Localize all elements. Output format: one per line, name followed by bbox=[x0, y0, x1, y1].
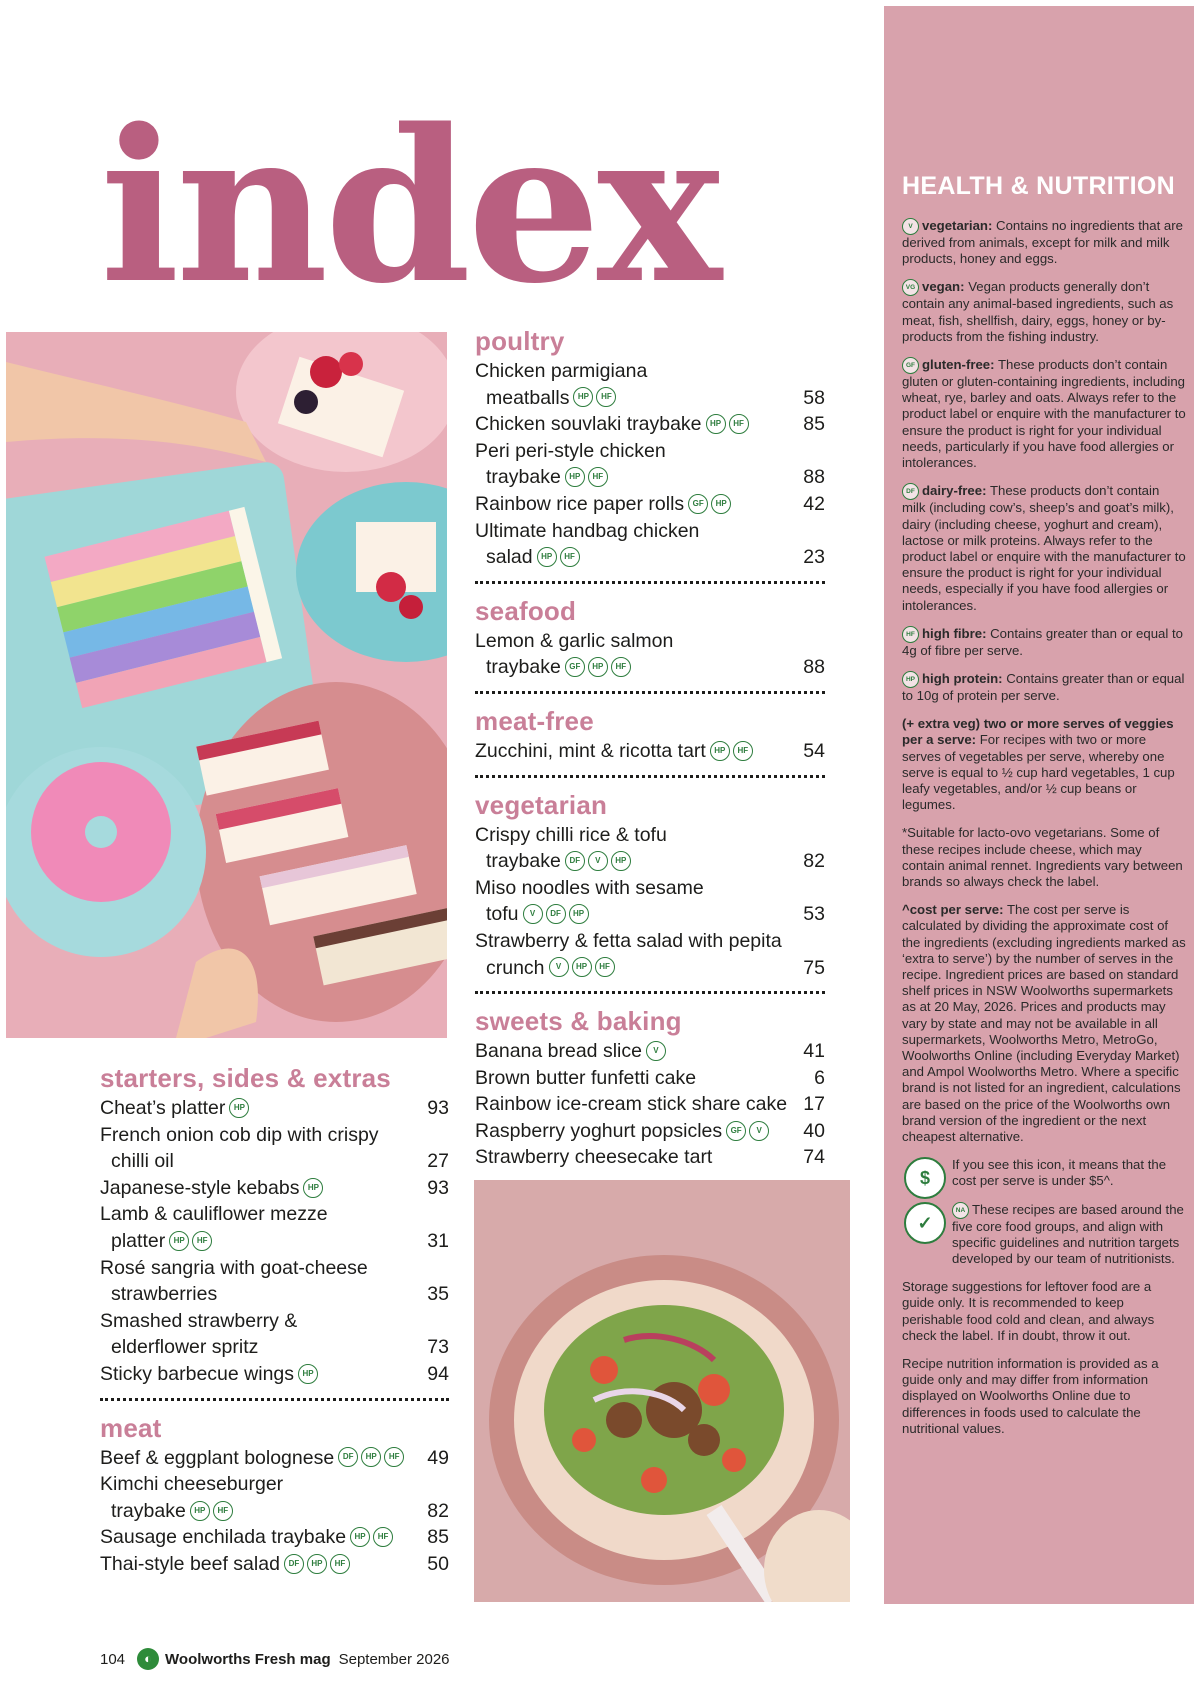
high-protein-icon: HP bbox=[573, 387, 593, 407]
index-entry bbox=[100, 1255, 449, 1308]
index-entry bbox=[475, 628, 825, 681]
page-number: 40 bbox=[803, 1119, 825, 1142]
page-number: 85 bbox=[803, 413, 825, 436]
page-title: index bbox=[100, 83, 719, 330]
high-fibre-icon: HF bbox=[213, 1501, 233, 1521]
entry-name: Miso noodles with sesame bbox=[475, 876, 704, 899]
entry-name: Strawberry & fetta salad with pepita bbox=[475, 929, 782, 952]
section-heading: vegetarian bbox=[475, 789, 608, 820]
definition-term: high fibre: bbox=[922, 625, 987, 641]
definition-term: gluten-free: bbox=[922, 357, 995, 373]
footer-brand: Woolworths Fresh mag bbox=[165, 1650, 331, 1668]
definition-term: (+ extra veg) two or more serves of veggies per a serve: bbox=[902, 716, 1174, 748]
vegetarian-icon: V bbox=[588, 851, 608, 871]
cost-badge-row bbox=[902, 1157, 1186, 1189]
high-fibre-icon: HF bbox=[596, 387, 616, 407]
definition-gluten-free bbox=[902, 357, 1186, 471]
index-entry bbox=[100, 1524, 449, 1551]
entry-name: Chicken parmigiana bbox=[475, 360, 648, 382]
high-protein-icon: HP bbox=[611, 851, 631, 871]
gluten-free-icon: GF bbox=[688, 494, 708, 514]
definition-vegetarian bbox=[902, 218, 1186, 267]
section-heading: meat bbox=[100, 1412, 162, 1443]
index-entry bbox=[475, 491, 825, 518]
page-number: 82 bbox=[427, 1499, 449, 1522]
lacto-ovo-note bbox=[902, 825, 1186, 890]
page-number: 31 bbox=[427, 1229, 449, 1252]
high-fibre-icon: HF bbox=[384, 1447, 404, 1467]
nutrition-info-note: Recipe nutrition information is provided as a guide only and may differ from information displayed on Woolworths Online due to differences in foods used to calculate the nutritional values. bbox=[902, 1356, 1159, 1436]
dotted-divider bbox=[475, 691, 825, 694]
entry-name: Banana bread slice bbox=[475, 1040, 642, 1063]
definition-text: These products don’t contain milk (including cow’s, sheep’s and goat’s milk), dairy (including cheese, yoghurt and cream), lactose or milk proteins. Always refer to the product label or enquire with the manufacturer to ensure the product is right for your individual needs, especially if you have food allergies or intolerances. bbox=[902, 483, 1186, 613]
high-fibre-icon: HF bbox=[729, 414, 749, 434]
definition-text: Contains greater than or equal to 4g of fibre per serve. bbox=[902, 625, 1183, 658]
high-fibre-icon: HF bbox=[560, 547, 580, 567]
entry-name: Zucchini, mint & ricotta tart bbox=[475, 739, 706, 762]
index-entry bbox=[100, 1445, 449, 1472]
dairy-free-icon: DF bbox=[284, 1554, 304, 1574]
gluten-free-icon: GF bbox=[726, 1121, 746, 1141]
high-protein-icon: HP bbox=[902, 671, 919, 688]
nutritionist-approved-icon: NA bbox=[952, 1202, 969, 1219]
high-protein-icon: HP bbox=[588, 657, 608, 677]
definition-term: vegetarian: bbox=[922, 218, 993, 233]
footer-issue: September 2026 bbox=[338, 1650, 450, 1668]
entry-name-continued: tofu bbox=[486, 903, 519, 926]
index-entry bbox=[475, 411, 825, 438]
definition-dairy-free bbox=[902, 483, 1186, 613]
entry-name: Chicken souvlaki traybake bbox=[475, 413, 702, 436]
gluten-free-icon: GF bbox=[902, 357, 919, 374]
index-entry bbox=[100, 1471, 449, 1524]
page-number: 58 bbox=[803, 386, 825, 409]
index-entry bbox=[475, 822, 825, 875]
high-protein-icon: HP bbox=[361, 1447, 381, 1467]
entry-name: Brown butter funfetti cake bbox=[475, 1066, 697, 1089]
index-entry bbox=[100, 1122, 449, 1175]
vegetarian-icon: V bbox=[523, 904, 543, 924]
entry-name: Lamb & cauliflower mezze bbox=[100, 1203, 328, 1226]
entry-name: Smashed strawberry & bbox=[100, 1309, 298, 1332]
page-number: 93 bbox=[427, 1176, 449, 1199]
health-nutrition-sidebar bbox=[884, 6, 1194, 1604]
beef-salad-photo bbox=[474, 1180, 850, 1602]
page-number: 6 bbox=[814, 1066, 825, 1089]
page-number: 35 bbox=[427, 1283, 449, 1306]
vegetarian-icon: V bbox=[549, 957, 569, 977]
dairy-free-icon: DF bbox=[902, 483, 919, 500]
definition-extra-veg bbox=[902, 716, 1186, 813]
index-entry bbox=[100, 1361, 449, 1388]
page-number: 93 bbox=[427, 1097, 449, 1119]
high-protein-icon: HP bbox=[307, 1554, 327, 1574]
dollar-badge-icon: $ bbox=[904, 1157, 946, 1199]
index-entry bbox=[475, 438, 825, 491]
high-fibre-icon: HF bbox=[902, 626, 919, 643]
high-protein-icon: HP bbox=[190, 1501, 210, 1521]
index-entry bbox=[475, 1091, 825, 1118]
index-entry bbox=[475, 928, 825, 981]
definition-cost-per-serve bbox=[902, 902, 1186, 1145]
page-number: 74 bbox=[803, 1146, 825, 1169]
entry-name-continued: traybake bbox=[111, 1499, 186, 1522]
entry-name-continued: salad bbox=[486, 546, 533, 569]
index-entry bbox=[100, 1308, 449, 1361]
entry-name-continued: meatballs bbox=[486, 386, 570, 409]
entry-name-continued: platter bbox=[111, 1229, 166, 1252]
page-number: 54 bbox=[803, 739, 825, 762]
index-entry bbox=[475, 1144, 825, 1171]
page-number: 88 bbox=[803, 656, 825, 679]
entry-name: Lemon & garlic salmon bbox=[475, 629, 674, 652]
entry-name: Crispy chilli rice & tofu bbox=[475, 823, 667, 846]
vegan-icon: VG bbox=[902, 279, 919, 296]
definition-text: The cost per serve is calculated by dividing the approximate cost of the ingredients (excluding ingredients marked as ‘extra to serve’) by the number of serves in the recipe. Ingredient prices are based on standard shelf prices in NSW Woolworths supermarkets as at 20 May, 2026. Prices and products may vary by state and may not be available in all supermarkets, Woolworths Metro, MetroGo, Woolworths Online (including Everyday Market) and Ampol Woolworths Metro. Where a specific brand is not listed for an ingredient, calculations are based on the price of the Woolworths own brand version of the ingredient or the next cheapest alternative. bbox=[902, 902, 1186, 1145]
index-entry bbox=[100, 1201, 449, 1254]
dotted-divider bbox=[475, 581, 825, 584]
entry-name: Strawberry cheesecake tart bbox=[475, 1146, 713, 1169]
high-fibre-icon: HF bbox=[330, 1554, 350, 1574]
high-protein-icon: HP bbox=[298, 1364, 318, 1384]
high-protein-icon: HP bbox=[569, 904, 589, 924]
definition-text: *Suitable for lacto-ovo vegetarians. Some of these recipes include cheese, which may contain animal rennet. Ingredients vary between brands so always check the label. bbox=[902, 825, 1183, 889]
index-entry bbox=[475, 358, 825, 411]
entry-name: Rainbow rice paper rolls bbox=[475, 492, 685, 515]
page-number: 41 bbox=[803, 1040, 825, 1063]
dairy-free-icon: DF bbox=[546, 904, 566, 924]
section-heading: starters, sides & extras bbox=[100, 1063, 391, 1093]
entry-name: Kimchi cheeseburger bbox=[100, 1473, 284, 1496]
index-entry bbox=[100, 1175, 449, 1202]
woolworths-logo-icon: ◐ bbox=[137, 1648, 159, 1670]
entry-name: Ultimate handbag chicken bbox=[475, 519, 700, 542]
definition-text: Contains greater than or equal to 10g of protein per serve. bbox=[902, 670, 1185, 703]
high-protein-icon: HP bbox=[706, 414, 726, 434]
entry-name: Rosé sangria with goat-cheese bbox=[100, 1256, 368, 1279]
entry-name: Sausage enchilada traybake bbox=[100, 1526, 347, 1549]
entry-name: Sticky barbecue wings bbox=[100, 1362, 295, 1385]
high-fibre-icon: HF bbox=[733, 741, 753, 761]
vegetarian-icon: V bbox=[646, 1041, 666, 1061]
high-protein-icon: HP bbox=[565, 467, 585, 487]
page-number: 53 bbox=[803, 903, 825, 926]
entry-name-continued: traybake bbox=[486, 656, 561, 679]
index-entry bbox=[475, 1065, 825, 1092]
section-starters bbox=[100, 1063, 449, 1578]
high-fibre-icon: HF bbox=[595, 957, 615, 977]
section-heading: sweets & baking bbox=[475, 1006, 682, 1037]
badge-text: These recipes are based around the five core food groups, and align with specific guidelines and nutrition targets developed by our team of nutritionists. bbox=[952, 1201, 1184, 1267]
entry-name: Japanese-style kebabs bbox=[100, 1176, 300, 1199]
high-protein-icon: HP bbox=[572, 957, 592, 977]
definition-vegan bbox=[902, 279, 1186, 345]
high-protein-icon: HP bbox=[537, 547, 557, 567]
definition-term: vegan: bbox=[922, 279, 965, 295]
nutrition-badge-row bbox=[902, 1202, 1186, 1268]
page-number: 23 bbox=[803, 546, 825, 569]
section-heading: meat-free bbox=[475, 705, 594, 736]
entry-name-continued: strawberries bbox=[111, 1283, 218, 1306]
page-number: 94 bbox=[427, 1362, 449, 1385]
dotted-divider bbox=[475, 775, 825, 778]
entry-name: Cheat’s platter bbox=[100, 1097, 226, 1119]
page-number: 75 bbox=[803, 956, 825, 979]
dairy-free-icon: DF bbox=[565, 851, 585, 871]
entry-name: Thai-style beef salad bbox=[100, 1552, 280, 1575]
definition-high-fibre bbox=[902, 626, 1186, 659]
section-middle bbox=[475, 326, 825, 1171]
high-protein-icon: HP bbox=[169, 1231, 189, 1251]
page-footer bbox=[100, 1648, 458, 1670]
page-number: 17 bbox=[803, 1093, 825, 1116]
index-entry bbox=[475, 1038, 825, 1065]
index-entry bbox=[475, 738, 825, 765]
definition-term: ^cost per serve: bbox=[902, 902, 1004, 918]
vegetarian-icon: V bbox=[749, 1121, 769, 1141]
page-number: 50 bbox=[427, 1552, 449, 1575]
dotted-divider bbox=[475, 991, 825, 994]
entry-name: Raspberry yoghurt popsicles bbox=[475, 1119, 723, 1142]
definition-text: Contains no ingredients that are derived from animals, except for milk and milk products, honey and eggs. bbox=[902, 218, 1183, 267]
high-fibre-icon: HF bbox=[588, 467, 608, 487]
entry-name-continued: chilli oil bbox=[111, 1150, 174, 1173]
definition-text: For recipes with two or more serves of vegetables per serve, whereby one serve is equal to ½ cup hard vegetables, 1 cup leafy vegetables, and/or ½ cup beans or legumes. bbox=[902, 732, 1175, 813]
footer-page-number: 104 bbox=[100, 1650, 126, 1668]
badge-text: If you see this icon, it means that the cost per serve is under $5^. bbox=[952, 1157, 1167, 1189]
section-heading: poultry bbox=[475, 326, 565, 356]
entry-name-continued: crunch bbox=[486, 956, 545, 979]
storage-note: Storage suggestions for leftover food are a guide only. It is recommended to keep perishable food cold and clean, and always check the label. If in doubt, throw it out. bbox=[902, 1279, 1155, 1343]
sidebar-body bbox=[902, 218, 1186, 1449]
definition-term: high protein: bbox=[922, 670, 1003, 686]
dairy-free-icon: DF bbox=[338, 1447, 358, 1467]
rainbow-cake-photo bbox=[6, 332, 447, 1038]
dotted-divider bbox=[100, 1398, 449, 1401]
entry-name: Rainbow ice-cream stick share cake bbox=[475, 1093, 788, 1116]
checkmark-badge-icon: ✓ bbox=[904, 1202, 946, 1244]
page-number: 85 bbox=[427, 1526, 449, 1549]
entry-name-continued: traybake bbox=[486, 466, 561, 489]
index-entry bbox=[475, 518, 825, 571]
high-fibre-icon: HF bbox=[373, 1527, 393, 1547]
definition-high-protein bbox=[902, 671, 1186, 704]
high-protein-icon: HP bbox=[710, 741, 730, 761]
page-number: 88 bbox=[803, 466, 825, 489]
vegetarian-icon: V bbox=[902, 218, 919, 235]
entry-name: Peri peri-style chicken bbox=[475, 439, 666, 462]
entry-name: French onion cob dip with crispy bbox=[100, 1123, 379, 1146]
page-number: 73 bbox=[427, 1336, 449, 1359]
high-protein-icon: HP bbox=[350, 1527, 370, 1547]
high-protein-icon: HP bbox=[711, 494, 731, 514]
high-fibre-icon: HF bbox=[192, 1231, 212, 1251]
high-protein-icon: HP bbox=[229, 1098, 249, 1118]
page-number: 49 bbox=[427, 1446, 449, 1469]
index-entry bbox=[100, 1095, 449, 1122]
index-entry bbox=[475, 1118, 825, 1145]
page-number: 42 bbox=[803, 492, 825, 515]
index-entry bbox=[100, 1551, 449, 1578]
entry-name-continued: elderflower spritz bbox=[111, 1336, 259, 1359]
definition-text: These products don’t contain gluten or gluten-containing ingredients, including wheat, rye, barley and oats. Always refer to the product label or enquire with the manufacturer to ensure the product is right for your individual needs, particularly if you have food allergies or intolerances. bbox=[902, 357, 1186, 471]
definition-term: dairy-free: bbox=[922, 483, 987, 499]
page-number: 82 bbox=[803, 850, 825, 873]
index-entry bbox=[475, 875, 825, 928]
entry-name-continued: traybake bbox=[486, 850, 561, 873]
entry-name: Beef & eggplant bolognese bbox=[100, 1446, 335, 1469]
high-fibre-icon: HF bbox=[611, 657, 631, 677]
page-number: 27 bbox=[427, 1150, 449, 1173]
section-heading: seafood bbox=[475, 595, 577, 626]
definition-text: Vegan products generally don’t contain any animal-based ingredients, such as meat, fish, shellfish, dairy, eggs, honey or by-products from the fishing industry. bbox=[902, 279, 1174, 344]
gluten-free-icon: GF bbox=[565, 657, 585, 677]
sidebar-title: HEALTH & NUTRITION bbox=[902, 172, 1175, 200]
high-protein-icon: HP bbox=[303, 1178, 323, 1198]
